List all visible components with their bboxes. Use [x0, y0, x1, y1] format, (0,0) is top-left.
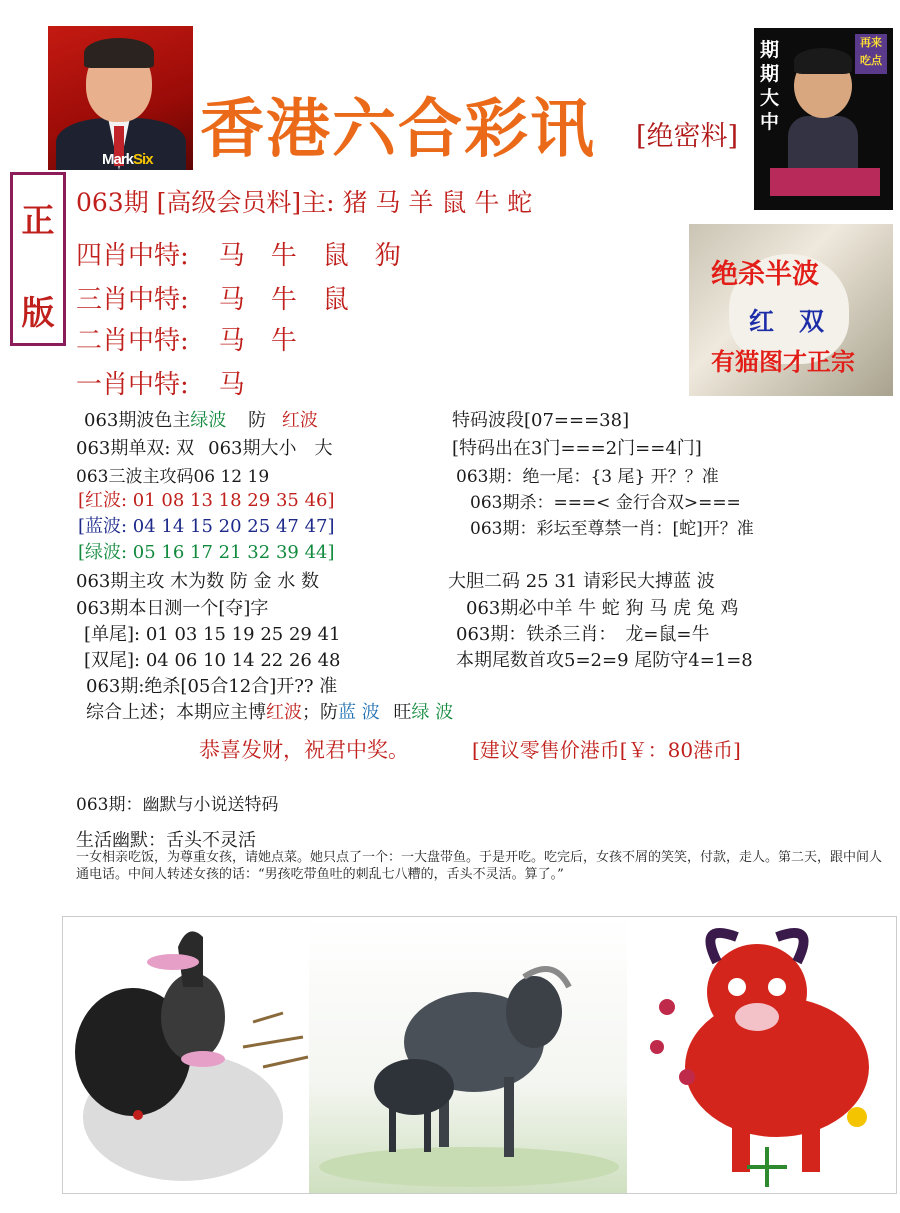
double-tail-line: [双尾]: 04 06 10 14 22 26 48: [84, 650, 341, 671]
story-title: 063期：幽默与小说送特码: [76, 795, 279, 815]
goat-image: [309, 917, 627, 1193]
two-zodiac-row: [76, 320, 297, 357]
main-attack-line: 063期主攻 木为数 防 金 水 数: [76, 571, 319, 592]
wave-color-prefix: 063期波色主: [84, 410, 191, 431]
wave-color-guard: 防: [248, 410, 267, 431]
must-win-line: 063期必中羊 牛 蛇 狗 马 虎 兔 鸡: [466, 598, 739, 619]
congrats-text: 恭喜发财，祝君中奖。: [199, 738, 409, 762]
zodiac-image-panel: [62, 916, 897, 1194]
authentic-badge: [10, 172, 66, 346]
summary-blue: 蓝 波: [338, 702, 380, 723]
single-double-line: [76, 434, 333, 460]
big-two-line: 大胆二码 25 31 请彩民大搏蓝 波: [448, 571, 715, 592]
tail-kill-line: 063期：绝一尾：{3 尾} 开？？准: [456, 467, 719, 487]
ox-image: [627, 917, 896, 1193]
marksix-logo: MarkSix: [102, 151, 153, 168]
wave-color-main: 绿波: [190, 410, 227, 431]
page-title: 香港六合彩讯: [200, 92, 596, 167]
rabbit-image: [63, 917, 309, 1193]
four-zodiac-row: [76, 235, 401, 272]
cartoon-body: [788, 116, 858, 176]
summary-wang: 旺: [393, 702, 412, 723]
row-label: 三肖中特:: [76, 285, 189, 315]
blue-wave-line: [蓝波: 04 14 15 20 25 47 47]: [78, 516, 335, 537]
summary-mid: ；防: [302, 702, 338, 723]
badge-top-char: 正: [21, 201, 55, 240]
special-door-line: [特码出在3门===2门==4门]: [452, 438, 702, 459]
forbidden-line: 063期：彩坛至尊禁一肖：[蛇]开？准: [470, 519, 754, 539]
three-wave-line: 063三波主攻码06 12 19: [76, 467, 270, 487]
price-text: [建议零售价港币[￥：80港币]: [472, 738, 741, 762]
word-test-line: 063期本日测一个[夺]字: [76, 598, 269, 619]
cartoon-table: [770, 168, 880, 196]
page-subtitle: [绝密料]: [636, 121, 739, 152]
cat-ad-line2: 红 双: [749, 307, 825, 336]
green-wave-line: [绿波: 05 16 17 21 32 39 44]: [78, 542, 335, 563]
story-subtitle: 生活幽默：舌头不灵活: [76, 830, 256, 851]
single-double: 063期单双: 双: [76, 438, 195, 459]
iron-kill-line: 063期：铁杀三肖： 龙=鼠=牛: [456, 624, 710, 645]
row-label: 二肖中特:: [76, 326, 189, 356]
big-small: 063期大小 大: [208, 438, 333, 459]
row-label: 一肖中特:: [76, 370, 189, 400]
wave-color-line: [84, 406, 318, 432]
tail-attack-line: 本期尾数首攻5=2=9 尾防守4=1=8: [456, 650, 753, 671]
host-photo: [48, 26, 193, 170]
row-values: 马 牛: [218, 326, 297, 356]
summary-green: 绿 波: [411, 702, 454, 723]
member-main-line: 063期 [高级会员料]主: 猪 马 羊 鼠 牛 蛇: [76, 188, 533, 217]
cartoon-poster: [754, 28, 893, 210]
poster-vertical-text: 期期大中: [760, 39, 780, 133]
ox-icon: [627, 917, 896, 1193]
cat-ad-line3: 有猫图才正宗: [711, 347, 855, 376]
hair-shape: [84, 38, 154, 68]
cat-ad-image: [689, 224, 893, 396]
kill-combo-line: 063期杀：===< 金行合双>===: [470, 493, 741, 513]
row-label: 四肖中特:: [76, 241, 189, 271]
special-segment-line: 特码波段[07===38]: [452, 410, 630, 431]
three-zodiac-row: [76, 279, 349, 316]
summary-line: [86, 698, 453, 724]
poster-sign: 再来吃点: [855, 34, 887, 74]
row-values: 马 牛 鼠: [218, 285, 349, 315]
kill-line: 063期:绝杀[05合12合]开?? 准: [86, 676, 338, 697]
red-wave-line: [红波: 01 08 13 18 29 35 46]: [78, 490, 335, 511]
badge-bottom-char: 版: [21, 293, 55, 332]
single-tail-line: [单尾]: 01 03 15 19 25 29 41: [84, 624, 341, 645]
wave-color-guard-val: 红波: [281, 410, 318, 431]
one-zodiac-row: [76, 364, 245, 401]
cat-ad-line1: 绝杀半波: [711, 259, 819, 290]
summary-red: 红波: [266, 702, 302, 723]
summary-prefix: 综合上述；本期应主博: [86, 702, 266, 723]
rabbit-icon: [63, 917, 309, 1193]
row-values: 马: [218, 370, 245, 400]
row-values: 马 牛 鼠 狗: [218, 241, 401, 271]
goat-icon: [309, 917, 627, 1193]
story-body: 一女相亲吃饭，为尊重女孩，请她点菜。她只点了一个：一大盘带鱼。于是开吃。吃完后，女孩不屑的笑笑，付款，走人。第二天，跟中间人通电话。中间人转述女孩的话：“男孩吃带鱼吐的刺乱七八糟的，舌头不灵活。算了。”: [76, 850, 883, 882]
cartoon-hair: [794, 48, 852, 74]
